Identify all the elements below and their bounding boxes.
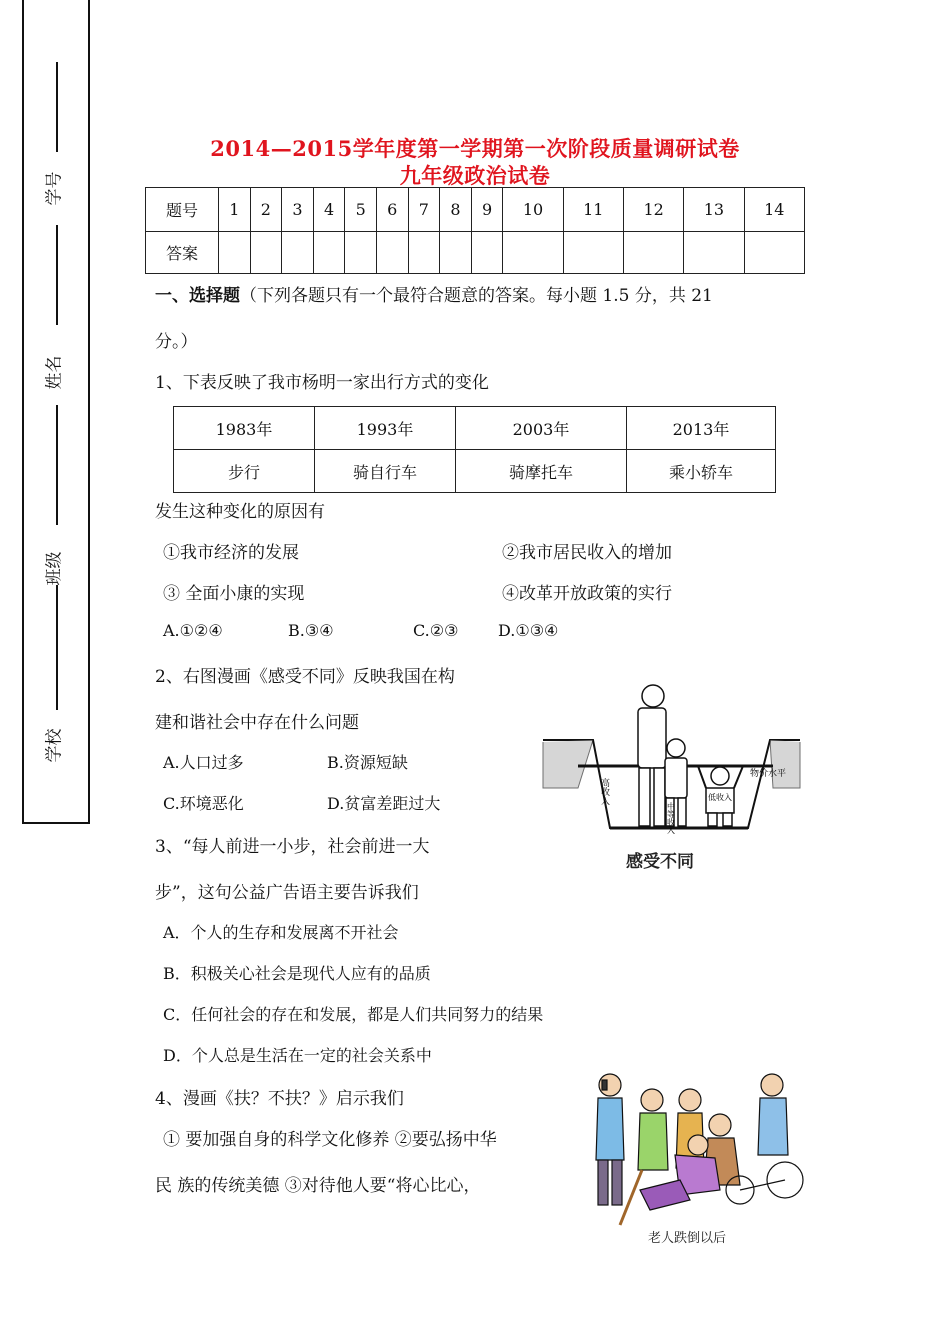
- q2-stem-line1: 2、右图漫画《感受不同》反映我国在构: [155, 667, 455, 687]
- q1-stem: 1、下表反映了我市杨明一家出行方式的变化: [155, 373, 489, 393]
- q2-option-a[interactable]: A.人口过多: [163, 753, 244, 772]
- student-id-label: 学号: [44, 171, 65, 206]
- travel-mode-table: [173, 406, 776, 493]
- q1-item: ③ 全面小康的实现: [163, 584, 305, 604]
- number-cell: 5: [345, 188, 377, 232]
- answer-cell[interactable]: [250, 232, 282, 274]
- answer-cell[interactable]: [744, 232, 804, 274]
- high-income-label: 高收入: [599, 778, 609, 805]
- name-line-top: [56, 225, 58, 325]
- number-cell: 7: [408, 188, 440, 232]
- q3-stem-line1: 3、“每人前进一小步，社会前进一大: [155, 837, 430, 857]
- q3-option-b[interactable]: B．积极关心社会是现代人应有的品质: [163, 964, 431, 983]
- low-income-label: 低收入: [708, 793, 732, 802]
- instruction-text: （下列各题只有一个最符合题意的答案。每小题 1.5 分，共 21: [240, 286, 713, 306]
- q1-option-c[interactable]: C.②③: [413, 621, 459, 640]
- row-header: 答案: [146, 232, 219, 274]
- q1-option-a[interactable]: A.①②④: [163, 621, 223, 640]
- class-line-top: [56, 405, 58, 525]
- q2-stem-line2: 建和谐社会中存在什么问题: [155, 713, 359, 733]
- number-cell: 3: [282, 188, 314, 232]
- answer-cell[interactable]: [471, 232, 503, 274]
- year-cell: 1983年: [174, 407, 315, 450]
- q4-stem: 4、漫画《扶？不扶？》启示我们: [155, 1089, 404, 1109]
- instruction-continued: 分。）: [155, 332, 198, 352]
- year-cell: 2003年: [456, 407, 627, 450]
- mode-cell: 骑自行车: [315, 450, 456, 493]
- number-cell: 14: [744, 188, 804, 232]
- answer-cell[interactable]: [219, 232, 251, 274]
- number-cell: 12: [623, 188, 683, 232]
- q4-line2: 民 族的传统美德 ③对待他人要“将心比心，: [155, 1176, 481, 1196]
- number-cell: 10: [503, 188, 563, 232]
- answer-cell[interactable]: [313, 232, 345, 274]
- mode-cell: 乘小轿车: [627, 450, 776, 493]
- mode-cell: 步行: [174, 450, 315, 493]
- q2-option-c[interactable]: C.环境恶化: [163, 794, 244, 813]
- answer-cell[interactable]: [684, 232, 744, 274]
- question-number-row: [146, 188, 805, 232]
- middle-income-label: 中等收入: [666, 802, 676, 834]
- q1-option-d[interactable]: D.①③④: [498, 621, 559, 640]
- answer-cell[interactable]: [440, 232, 472, 274]
- price-level-label: 物价水平: [750, 769, 787, 779]
- q1-followup: 发生这种变化的原因有: [155, 502, 325, 522]
- answer-cell[interactable]: [503, 232, 563, 274]
- school-label: 学校: [44, 728, 65, 763]
- q4-line1: ① 要加强自身的科学文化修养 ②要弘扬中华: [163, 1130, 497, 1150]
- answer-cell[interactable]: [345, 232, 377, 274]
- exam-subtitle: 九年级政治试卷: [399, 163, 551, 188]
- name-label: 姓名: [44, 355, 65, 390]
- row-header: 题号: [146, 188, 219, 232]
- q3-option-c[interactable]: C．任何社会的存在和发展，都是人们共同努力的结果: [163, 1005, 544, 1024]
- elderly-fall-cartoon: [580, 1050, 820, 1250]
- number-cell: 6: [376, 188, 408, 232]
- class-label: 班级: [44, 551, 65, 586]
- year-cell: 2013年: [627, 407, 776, 450]
- section-instruction: [155, 281, 713, 306]
- q1-option-b[interactable]: B.③④: [288, 621, 334, 640]
- cartoon-caption: 老人跌倒以后: [648, 1231, 727, 1246]
- q2-option-b[interactable]: B.资源短缺: [327, 753, 408, 772]
- number-cell: 2: [250, 188, 282, 232]
- answer-cell[interactable]: [563, 232, 623, 274]
- q3-option-a[interactable]: A．个人的生存和发展离不开社会: [163, 923, 399, 942]
- answer-cell[interactable]: [408, 232, 440, 274]
- exam-title: 2014—2015学年度第一学期第一次阶段质量调研试卷: [210, 136, 740, 161]
- answer-cell[interactable]: [282, 232, 314, 274]
- school-line-top: [56, 585, 58, 710]
- income-cartoon: [538, 678, 808, 878]
- mode-cell: 骑摩托车: [456, 450, 627, 493]
- q3-stem-line2: 步”，这句公益广告语主要告诉我们: [155, 883, 419, 903]
- number-cell: 1: [219, 188, 251, 232]
- q1-item: ④改革开放政策的实行: [502, 584, 672, 604]
- answer-table: [145, 187, 805, 274]
- q3-option-d[interactable]: D．个人总是生活在一定的社会关系中: [163, 1046, 432, 1065]
- answer-cell[interactable]: [376, 232, 408, 274]
- number-cell: 11: [563, 188, 623, 232]
- number-cell: 13: [684, 188, 744, 232]
- answer-row: [146, 232, 805, 274]
- number-cell: 8: [440, 188, 472, 232]
- answer-cell[interactable]: [623, 232, 683, 274]
- q2-option-d[interactable]: D.贫富差距过大: [327, 794, 441, 813]
- cartoon-caption: 感受不同: [626, 852, 694, 872]
- q1-item: ①我市经济的发展: [163, 543, 299, 563]
- number-cell: 4: [313, 188, 345, 232]
- section-heading: 一、选择题: [155, 286, 240, 306]
- number-cell: 9: [471, 188, 503, 232]
- q1-item: ②我市居民收入的增加: [502, 543, 672, 563]
- year-cell: 1993年: [315, 407, 456, 450]
